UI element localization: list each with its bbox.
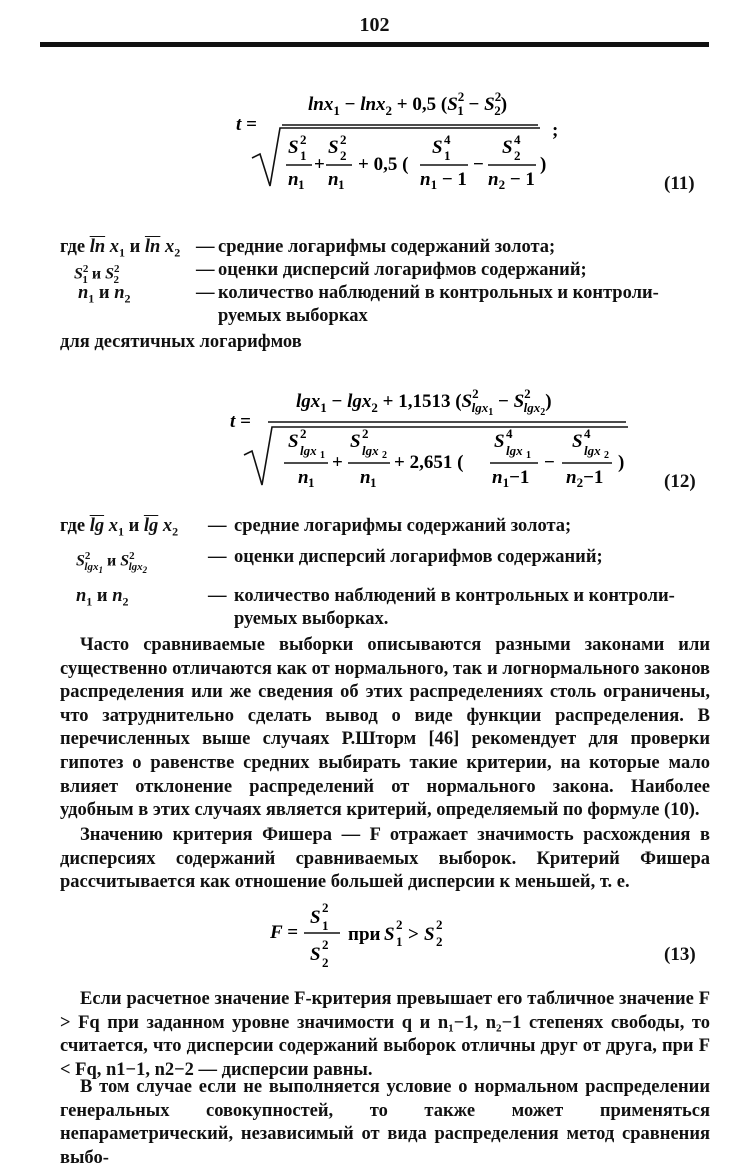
equation-11-graphic <box>230 88 700 198</box>
svg-text:S: S <box>384 924 395 945</box>
eq11-lhs: t = <box>236 114 257 135</box>
svg-text:t =: t = <box>230 411 251 432</box>
defs11-text-4: руемых выборках <box>218 306 368 326</box>
svg-text:1: 1 <box>444 148 451 163</box>
svg-text:lgx: lgx <box>584 443 601 458</box>
svg-text:S: S <box>350 431 361 452</box>
eq11-number: (11) <box>664 173 695 194</box>
defs12-symbol-2: $S^2_{lgx_1}$ и $S^2_{lgx_2}$ <box>76 550 148 575</box>
eq11-tail: ; <box>552 120 559 141</box>
equation-13 <box>260 888 710 978</box>
svg-text:4: 4 <box>514 132 521 147</box>
svg-text:lgx: lgx <box>362 443 379 458</box>
defs11-dash-1: — <box>196 237 215 257</box>
svg-text:n: n <box>360 467 371 488</box>
svg-text:S: S <box>310 907 321 928</box>
svg-text:2: 2 <box>300 132 307 147</box>
svg-text:S: S <box>572 431 583 452</box>
defs12-dash-3: — <box>208 586 227 606</box>
page-number: 102 <box>359 14 390 36</box>
defs11-symbol-3: $n_1$ и $n_2$ <box>78 283 131 306</box>
svg-text:S: S <box>494 431 505 452</box>
defs11-symbol-2: $S^2_1$ и $S^2_2$ <box>74 263 120 286</box>
eq11-denominator <box>286 132 546 192</box>
svg-text:4: 4 <box>584 426 591 441</box>
paragraph-3: Если расчетное значение F-критерия превышает его табличное значение F > Fq при заданном уровне значимости q и n₁−1, n₂−1 степенях свободы, то считается, что дисперсии содержаний выборок отличны друг от друга, при F < Fq, n1−1, n2−2 — дисперсии равны. <box>60 989 710 1080</box>
svg-text:n1−1: $n_1-1$ <box>492 467 530 490</box>
svg-text:1: 1 <box>308 475 315 490</box>
svg-text:S: S <box>288 137 299 158</box>
defs12-dash-2: — <box>208 547 227 567</box>
svg-text:S: S <box>502 137 513 158</box>
equation-12 <box>228 385 708 500</box>
svg-text:4: 4 <box>506 426 513 441</box>
defs12-text-2: оценки дисперсий логарифмов содержаний; <box>234 547 603 567</box>
svg-text:1: 1 <box>396 934 403 949</box>
decimal-intro: для десятичных логарифмов <box>60 332 302 352</box>
svg-text:2: 2 <box>604 450 609 461</box>
svg-text:1: 1 <box>370 475 377 490</box>
svg-text:1: 1 <box>320 450 325 461</box>
svg-text:2: 2 <box>436 917 443 932</box>
svg-text:при: при <box>348 924 381 945</box>
svg-text:2: 2 <box>514 148 521 163</box>
defs12-symbol-1: где $\overline{lg}$ $x_1$ и $\overline{lg}$ $x_2$ <box>60 516 179 539</box>
svg-text:2: 2 <box>382 450 387 461</box>
svg-text:n: n <box>298 467 309 488</box>
defs11-text-1: средние логарифмы содержаний золота; <box>218 237 556 257</box>
header-rule <box>40 42 709 47</box>
paragraph-4: В том случае если не выполняется условие о нормальном распределении генеральных совокупностей, то также может применяться непараметрический, независимый от вида распределения метод сравнения выбо- <box>60 1077 710 1168</box>
defs12-text-4: руемых выборках. <box>234 609 389 629</box>
defs11-dash-2: — <box>196 260 215 280</box>
svg-text:2: 2 <box>322 955 329 970</box>
svg-text:>: > <box>408 924 419 945</box>
svg-text:n1 − 1: $n_1 - 1$ <box>420 169 467 192</box>
eq12-number: (12) <box>664 471 696 492</box>
svg-text:1: 1 <box>526 450 531 461</box>
svg-text:F =: F = <box>270 922 298 943</box>
svg-text:−: − <box>544 452 555 473</box>
svg-text:lgx1 − lgx2 + 1,1513 (S2lgx1 −: lgx$_1$ − lgx$_2$ + 1,1513 ($S^2$ $\lg x1 - S^2$ lgx2) <box>296 386 552 418</box>
svg-text:lgx: lgx <box>300 443 317 458</box>
svg-text:2: 2 <box>340 148 347 163</box>
paragraph-2: Значению критерия Фишера — F отражает значимость расхождения в дисперсиях содержаний сравниваемых выборок. Критерий Фишера рассчитывается как отношение большей дисперсии к меньшей, т. е. <box>60 825 710 893</box>
svg-text:S: S <box>328 137 339 158</box>
svg-text:+ 0,5 (: + 0,5 ( <box>358 154 409 175</box>
svg-text:S: S <box>432 137 443 158</box>
svg-text:S: S <box>424 924 435 945</box>
svg-text:2: 2 <box>322 937 329 952</box>
eq11-numerator: lnx$_1$ − lnx$_2$ + 0,5 ($S^2$ $1 - S^2$ 2) <box>308 89 508 118</box>
svg-text:4: 4 <box>444 132 451 147</box>
equation-11 <box>230 88 700 198</box>
paragraph-1: Часто сравниваемые выборки описываются разными законами или существенно отличаются как от нормального, так и логнормального законов распределения или же сведения об этих распределениях столь ограничены, что затруднительно сделать вывод о виде функции распределения. В перечисленных выше случаях Р.Шторм [46] рекомендует для проверки гипотез о равенстве средних выбирать такие критерии, на которые мало влияет отклонение распределений от нормального закона. Наиболее удобным в этих случаях является критерий, определяемый по формуле (10). <box>60 635 710 821</box>
defs12-symbol-3: $n_1$ и $n_2$ <box>76 586 129 609</box>
svg-text:+: + <box>332 452 343 473</box>
svg-text:n2 − 1: $n_2 - 1$ <box>488 169 535 192</box>
defs11-dash-3: — <box>196 283 215 303</box>
svg-text:n: n <box>328 169 339 190</box>
equation-13-graphic <box>260 888 710 978</box>
defs11-text-2: оценки дисперсий логарифмов содержаний; <box>218 260 587 280</box>
defs11-symbol-1: где $\overline{ln}$ $x_1$ и $\overline{ln}$ $x_2$ <box>60 237 181 260</box>
svg-text:S: S <box>288 431 299 452</box>
svg-text:1: 1 <box>322 918 329 933</box>
svg-text:lgx: lgx <box>506 443 523 458</box>
svg-text:−: − <box>473 154 484 175</box>
svg-text:2: 2 <box>396 917 403 932</box>
svg-text:2: 2 <box>300 426 307 441</box>
svg-text:1: 1 <box>298 177 305 192</box>
svg-text:+: + <box>314 154 325 175</box>
svg-text:S: S <box>310 944 321 965</box>
svg-text:): ) <box>540 154 547 175</box>
svg-text:2: 2 <box>340 132 347 147</box>
defs12-text-3: количество наблюдений в контрольных и контроли- <box>234 586 675 606</box>
svg-text:1: 1 <box>300 148 307 163</box>
svg-text:): ) <box>618 452 625 473</box>
eq13-number: (13) <box>664 944 696 965</box>
defs11-text-3: количество наблюдений в контрольных и контроли- <box>218 283 659 303</box>
svg-text:2: 2 <box>436 934 443 949</box>
svg-text:n2−1: $n_2-1$ <box>566 467 604 490</box>
equation-12-graphic <box>228 385 708 500</box>
svg-text:+ 2,651 (: + 2,651 ( <box>394 452 464 473</box>
defs12-dash-1: — <box>208 516 227 536</box>
svg-text:n: n <box>288 169 299 190</box>
svg-text:2: 2 <box>322 900 329 915</box>
svg-text:1: 1 <box>338 177 345 192</box>
defs12-text-1: средние логарифмы содержаний золота; <box>234 516 572 536</box>
svg-text:2: 2 <box>362 426 369 441</box>
